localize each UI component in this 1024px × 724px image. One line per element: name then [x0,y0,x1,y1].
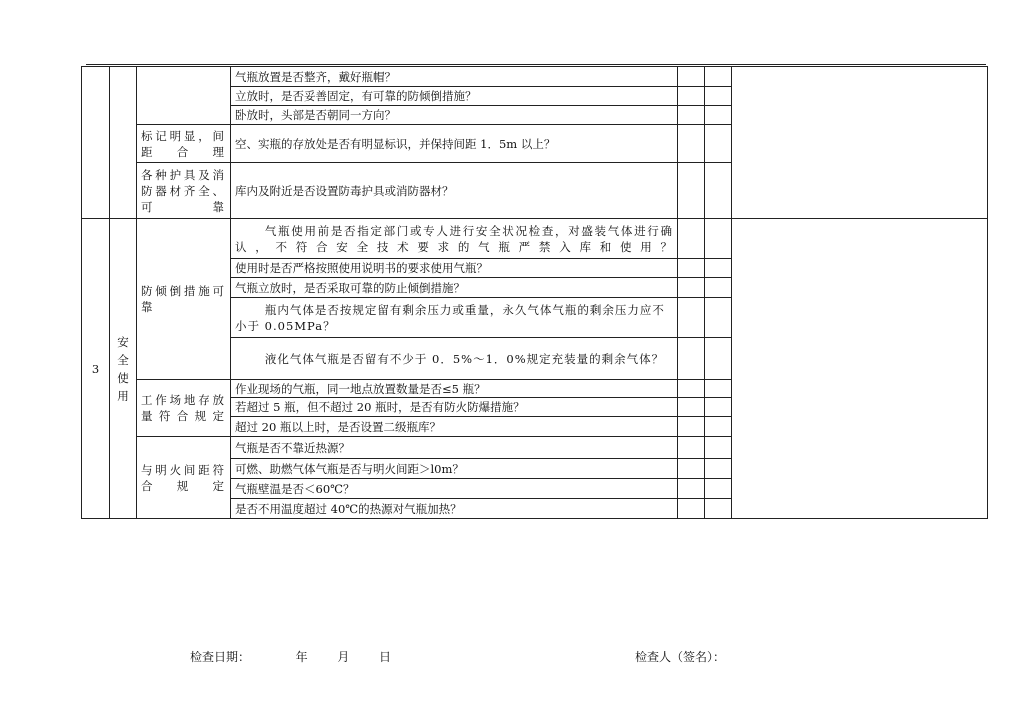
category-cell-continued [110,67,137,219]
check-no-cell[interactable] [705,259,732,278]
remarks-cell[interactable] [732,219,988,519]
check-yes-cell[interactable] [678,398,705,417]
check-item: 使用时是否严格按照使用说明书的要求使用气瓶？ [231,259,678,278]
check-item: 立放时，是否妥善固定，有可靠的防倾倒措施？ [231,87,678,106]
check-item: 作业现场的气瓶，同一地点放置数量是否≤5 瓶？ [231,380,678,398]
check-no-cell[interactable] [705,380,732,398]
check-item: 可燃、助燃气体气瓶是否与明火间距＞l0m？ [231,459,678,479]
check-yes-cell[interactable] [678,87,705,106]
check-yes-cell[interactable] [678,163,705,219]
inspector-signature [635,648,725,665]
check-yes-cell[interactable] [678,499,705,519]
day-label: 日 [379,650,392,664]
check-no-cell[interactable] [705,398,732,417]
check-yes-cell[interactable] [678,479,705,499]
check-yes-cell[interactable] [678,437,705,459]
check-no-cell[interactable] [705,499,732,519]
inspection-table [81,66,988,519]
check-item: 超过 20 瓶以上时，是否设置二级瓶库？ [231,417,678,437]
check-no-cell[interactable] [705,67,732,87]
subcategory-cell: 各种护具及消防器材齐全、可靠 [137,163,231,219]
number-cell-continued [82,67,110,219]
check-no-cell[interactable] [705,87,732,106]
check-yes-cell[interactable] [678,219,705,259]
check-item: 空、实瓶的存放处是否有明显标识，并保持间距 1．5m 以上？ [231,125,678,163]
remarks-cell[interactable] [732,67,988,219]
check-yes-cell[interactable] [678,459,705,479]
inspector-label: 检查人（签名）： [635,650,726,664]
category-label [110,219,137,519]
check-item: 气瓶放置是否整齐，戴好瓶帽？ [231,67,678,87]
check-item: 液化气体气瓶是否留有不少于 0．5%～1．0%规定充装量的剩余气体？ [231,338,678,380]
check-no-cell[interactable] [705,298,732,338]
check-item: 气瓶是否不靠近热源？ [231,437,678,459]
check-no-cell[interactable] [705,479,732,499]
subcategory-cell: 标记明显，间距合理 [137,125,231,163]
check-no-cell[interactable] [705,125,732,163]
table-row [82,219,988,259]
check-no-cell[interactable] [705,278,732,298]
category-label-text: 安全使用 [117,334,129,403]
month-label: 月 [337,650,350,664]
table-row [82,67,988,87]
check-item: 气瓶立放时，是否采取可靠的防止倾倒措施？ [231,278,678,298]
check-no-cell[interactable] [705,417,732,437]
item-number: 3 [82,219,110,519]
subcategory-cell: 工作场地存放量符合规定 [137,380,231,437]
check-no-cell[interactable] [705,219,732,259]
check-yes-cell[interactable] [678,259,705,278]
check-yes-cell[interactable] [678,380,705,398]
check-no-cell[interactable] [705,338,732,380]
check-yes-cell[interactable] [678,125,705,163]
check-item: 库内及附近是否设置防毒护具或消防器材？ [231,163,678,219]
header-rule [86,64,986,65]
date-label: 检查日期： [190,650,251,664]
check-item: 瓶内气体是否按规定留有剩余压力或重量，永久气体气瓶的剩余压力应不小于 0.05MPa？ [231,298,678,338]
check-item: 若超过 5 瓶，但不超过 20 瓶时，是否有防火防爆措施？ [231,398,678,417]
check-no-cell[interactable] [705,437,732,459]
subcategory-cell: 防倾倒措施可靠 [137,219,231,380]
subcategory-cell [137,67,231,125]
check-yes-cell[interactable] [678,67,705,87]
check-yes-cell[interactable] [678,106,705,125]
inspection-date [190,648,391,665]
check-yes-cell[interactable] [678,417,705,437]
check-item: 卧放时，头部是否朝同一方向？ [231,106,678,125]
check-item: 气瓶壁温是否＜60℃？ [231,479,678,499]
check-yes-cell[interactable] [678,338,705,380]
check-item: 是否不用温度超过 40℃的热源对气瓶加热？ [231,499,678,519]
check-yes-cell[interactable] [678,298,705,338]
check-no-cell[interactable] [705,459,732,479]
check-no-cell[interactable] [705,163,732,219]
check-item: 气瓶使用前是否指定部门或专人进行安全状况检查，对盛装气体进行确认，不符合安全技术要求的气瓶严禁入库和使用？ [231,219,678,259]
check-no-cell[interactable] [705,106,732,125]
year-label: 年 [295,650,308,664]
check-yes-cell[interactable] [678,278,705,298]
subcategory-cell: 与明火间距符合规定 [137,437,231,519]
